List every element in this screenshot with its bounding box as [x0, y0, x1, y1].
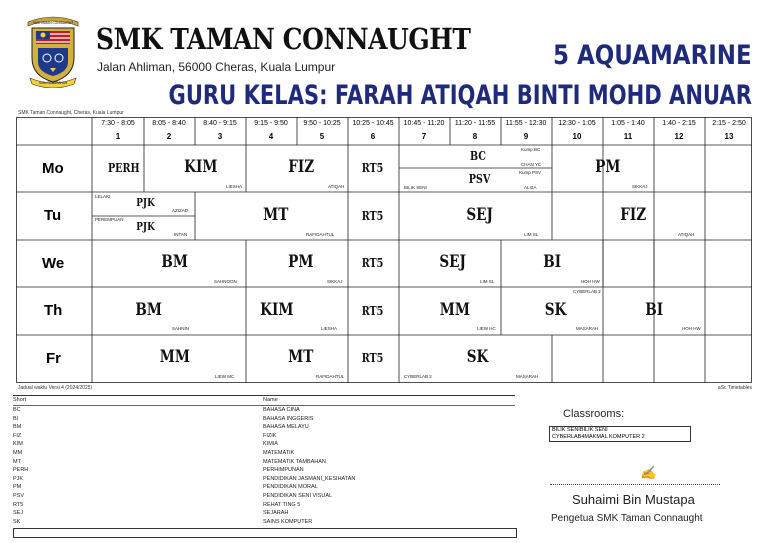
- lesson-subject: PM: [595, 157, 621, 177]
- period-num-8: 8: [472, 132, 478, 141]
- legend-short: MM: [13, 450, 23, 456]
- school-small-line: SMK Taman Connaught, Cheras, Kuala Lumpur: [18, 110, 124, 116]
- period-num-5: 5: [319, 132, 325, 141]
- period-time-11: 1:05 - 1:40: [611, 120, 645, 127]
- lesson-subject: MM: [159, 347, 190, 367]
- signature-line: [550, 484, 720, 485]
- lesson-subject: SEJ: [439, 252, 466, 272]
- lesson-subject: SK: [544, 300, 567, 320]
- period-num-10: 10: [572, 132, 582, 141]
- lesson-group: Kump BC: [521, 147, 541, 152]
- legend-short: PSV: [13, 493, 25, 499]
- legend-header: [13, 397, 515, 406]
- signature-mark: ✍: [640, 465, 657, 480]
- legend-row: [13, 519, 515, 527]
- period-num-7: 7: [421, 132, 427, 141]
- legend-row: [13, 424, 515, 432]
- lesson-room: BILIK SENI: [404, 185, 427, 190]
- period-num-6: 6: [370, 132, 376, 141]
- period-num-2: 2: [166, 132, 172, 141]
- lesson-teacher: HOH HW: [581, 279, 600, 284]
- generator-note: aSc Timetables: [717, 385, 752, 391]
- lesson-teacher: INTAN: [174, 232, 188, 237]
- lesson-subject: BM: [135, 300, 162, 320]
- legend-row: [13, 484, 515, 492]
- version-note: Jadual waktu Versi 4 (2024/2025): [18, 385, 93, 391]
- legend-short: KIM: [13, 441, 23, 448]
- lesson-subject: RT5: [361, 161, 384, 175]
- timetable-grid: [16, 117, 752, 383]
- lesson-subject: MT: [263, 205, 289, 225]
- period-time-13: 2:15 - 2:50: [712, 120, 746, 127]
- legend-header-name: Name: [263, 397, 278, 403]
- class-teacher: GURU KELAS: FARAH ATIQAH BINTI MOHD ANUAR: [168, 80, 752, 111]
- legend-row: [13, 502, 515, 510]
- period-time-3: 8:40 - 9:15: [203, 120, 237, 127]
- classrooms-title: Classrooms:: [563, 408, 625, 420]
- legend-short: PM: [13, 484, 22, 491]
- lesson-subject: RT5: [361, 256, 384, 270]
- legend-short: SEJ: [13, 510, 24, 517]
- legend-name: PENDIDIKAN JASMANI_KESIHATAN: [263, 475, 356, 482]
- lesson-teacher: MASARAH: [516, 374, 539, 379]
- legend-row: [13, 441, 515, 449]
- legend-short: BC: [13, 407, 21, 413]
- lesson-teacher: RAFIDAHTUL: [316, 374, 345, 379]
- lesson-subject: SK: [466, 347, 489, 367]
- legend-row: [13, 433, 515, 441]
- timetable-lines: [16, 117, 752, 383]
- legend-short: MT: [13, 458, 21, 465]
- period-time-2: 8:05 - 8:40: [152, 120, 186, 127]
- lesson-room: CYBERLAB 2: [573, 289, 601, 294]
- lesson-room: CYBERLAB 2: [404, 374, 432, 379]
- period-time-7: 10:45 - 11:20: [403, 120, 445, 127]
- lesson-teacher: SAHNOON: [214, 279, 237, 284]
- legend-name: SEJARAH: [263, 510, 289, 517]
- legend-name: PENDIDIKAN MORAL: [263, 484, 318, 491]
- period-time-10: 12:30 - 1:05: [558, 120, 596, 127]
- lesson-subject: FIZ: [620, 205, 647, 225]
- lesson-subject: RT5: [361, 351, 384, 365]
- lesson-subject: PSV: [468, 172, 491, 186]
- legend-short: RT5: [13, 501, 24, 508]
- legend-short: FIZ: [13, 432, 22, 439]
- lesson-subject: SEJ: [466, 205, 493, 225]
- lesson-subject: PERH: [107, 161, 140, 175]
- period-time-1: 7:30 - 8:05: [101, 120, 135, 127]
- school-crest: [22, 14, 84, 88]
- legend-short: SK: [13, 518, 21, 525]
- legend-name: MATEMATIK TAMBAHAN: [263, 458, 326, 465]
- lesson-subject: KIM: [184, 157, 218, 177]
- legend-row: [13, 510, 515, 518]
- lesson-teacher: LIESHA: [321, 326, 338, 331]
- classrooms-box: [549, 426, 691, 442]
- lesson-subject: FIZ: [288, 157, 315, 177]
- school-name: SMK TAMAN CONNAUGHT: [96, 22, 471, 56]
- lesson-group: LELAKI: [95, 194, 111, 199]
- lesson-teacher: ALIZA: [524, 185, 537, 190]
- period-num-12: 12: [674, 132, 684, 141]
- lesson-teacher: ATIQAH: [328, 184, 345, 189]
- lesson-teacher: MASARAH: [576, 326, 599, 331]
- lesson-subject: MT: [288, 347, 314, 367]
- legend-name: SAINS KOMPUTER: [263, 518, 313, 525]
- lesson-subject: BI: [645, 300, 664, 320]
- legend-name: PERHIMPUNAN: [263, 467, 304, 474]
- legend-name: MATEMATIK: [263, 450, 295, 456]
- lesson-group: Kump PSV: [519, 170, 542, 175]
- school-address: Jalan Ahliman, 56000 Cheras, Kuala Lumpur: [97, 60, 336, 74]
- lesson-teacher: LIM SL: [524, 232, 539, 237]
- period-time-12: 1:40 - 2:15: [662, 120, 696, 127]
- legend-name: KIMIA: [263, 441, 278, 448]
- subject-legend: [13, 395, 515, 538]
- lesson-teacher: SAHNIN: [172, 326, 190, 331]
- lesson-teacher: AZIZAD: [172, 208, 189, 213]
- lesson-teacher: LIESHA: [226, 184, 243, 189]
- lesson-teacher: SIKKAJ: [632, 184, 648, 189]
- legend-footer-box: [13, 528, 517, 538]
- lesson-teacher: LIEW MC: [215, 374, 235, 379]
- legend-header-short: Short: [13, 397, 27, 403]
- class-name: 5 AQUAMARINE: [553, 40, 752, 71]
- legend-row: [13, 459, 515, 467]
- lesson-teacher: ATIQAH: [678, 232, 695, 237]
- legend-short: BM: [13, 424, 22, 431]
- day-label-mo: Mo: [42, 160, 64, 177]
- lesson-subject: PM: [288, 252, 314, 272]
- lesson-teacher: HOH HW: [682, 326, 701, 331]
- lesson-subject: MM: [439, 300, 470, 320]
- lesson-teacher: SIKKAJ: [327, 279, 343, 284]
- period-num-3: 3: [217, 132, 223, 141]
- day-label-th: Th: [44, 302, 63, 319]
- period-time-8: 11:20 - 11:55: [454, 120, 496, 127]
- period-num-9: 9: [523, 132, 529, 141]
- legend-name: FIZIK: [263, 432, 277, 439]
- legend-short: PERH: [13, 467, 29, 474]
- lesson-subject: RT5: [361, 304, 384, 318]
- lesson-subject: KIM: [260, 300, 294, 320]
- legend-row: [13, 467, 515, 475]
- lesson-subject: BC: [469, 149, 486, 163]
- crest-banner-text: SMK TAMAN CONNAUGHT: [32, 21, 74, 25]
- classroom-line: CYBERLAB4MAKMAL KOMPUTER 2: [552, 433, 645, 440]
- legend-name: BAHASA INGGERIS: [263, 415, 314, 422]
- lesson-teacher: LIEW HC: [477, 326, 496, 331]
- day-label-we: We: [42, 255, 65, 272]
- day-label-fr: Fr: [46, 350, 61, 367]
- period-num-13: 13: [724, 132, 734, 141]
- lesson-subject: RT5: [361, 209, 384, 223]
- lesson-subject: PJK: [136, 220, 155, 233]
- principal-title: Pengetua SMK Taman Connaught: [551, 513, 703, 524]
- principal-name: Suhaimi Bin Mustapa: [572, 492, 695, 507]
- period-time-6: 10:25 - 10:45: [352, 120, 394, 127]
- legend-row: [13, 450, 515, 458]
- legend-short: BI: [13, 415, 19, 422]
- legend-row: [13, 407, 515, 415]
- lesson-subject: PJK: [136, 196, 155, 209]
- period-num-11: 11: [623, 132, 633, 141]
- period-time-4: 9:15 - 9:50: [254, 120, 288, 127]
- lesson-teacher: CHAN YC: [521, 162, 542, 167]
- period-num-4: 4: [268, 132, 274, 141]
- legend-row: [13, 416, 515, 424]
- period-time-9: 11:55 - 12:30: [505, 120, 547, 127]
- legend-name: PENDIDIKAN SENI VISUAL: [263, 493, 333, 499]
- crest-motto-text: ILMU SEBURAHAN: [38, 81, 68, 85]
- classroom-line: BILIK SENIBILIK SENI: [552, 427, 608, 433]
- lesson-subject: BM: [161, 252, 188, 272]
- legend-name: BAHASA CINA: [263, 407, 300, 413]
- legend-short: PJK: [13, 475, 24, 482]
- lesson-group: PEREMPUAN: [95, 217, 124, 222]
- lesson-teacher: RAFIDAHTUL: [306, 232, 335, 237]
- legend-name: BAHASA MELAYU: [263, 424, 309, 431]
- day-label-tu: Tu: [44, 207, 62, 224]
- lesson-subject: BI: [543, 252, 562, 272]
- lesson-teacher: LIM SL: [480, 279, 495, 284]
- legend-row: [13, 476, 515, 484]
- period-time-5: 9:50 - 10:25: [303, 120, 341, 127]
- period-num-1: 1: [115, 132, 121, 141]
- legend-name: REHAT TING 5: [263, 501, 301, 508]
- legend-row: [13, 493, 515, 501]
